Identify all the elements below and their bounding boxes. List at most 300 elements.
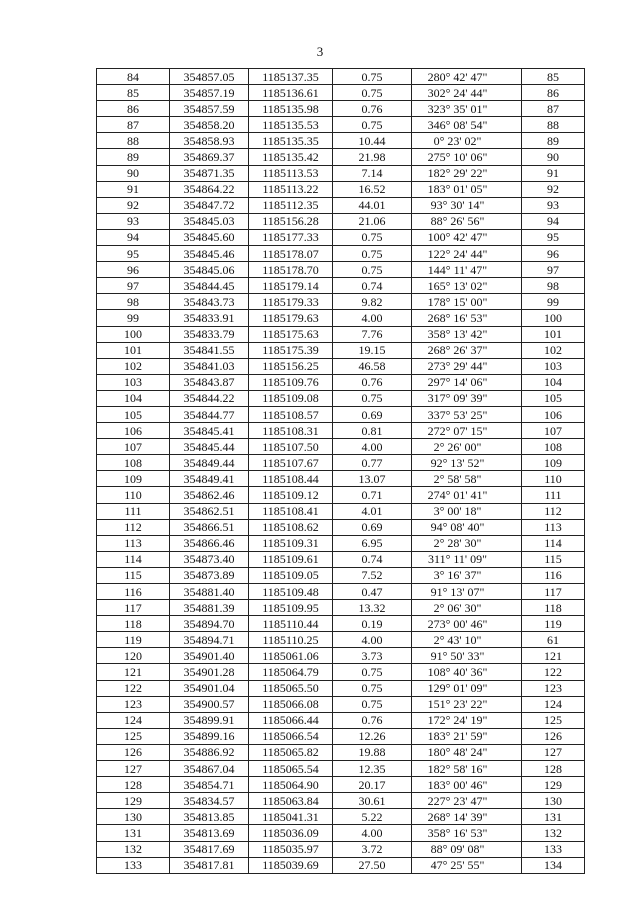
point-number-cell: 110 bbox=[97, 487, 170, 503]
point-number-cell: 100 bbox=[97, 326, 170, 342]
distance-cell: 6.95 bbox=[333, 535, 412, 551]
bearing-cell: 91° 13' 07" bbox=[412, 584, 522, 600]
bearing-cell: 88° 09' 08" bbox=[412, 841, 522, 857]
x-coordinate-cell: 354881.39 bbox=[170, 600, 249, 616]
point-number-cell: 84 bbox=[97, 69, 170, 85]
y-coordinate-cell: 1185109.08 bbox=[249, 390, 333, 406]
distance-cell: 4.00 bbox=[333, 310, 412, 326]
table-row bbox=[97, 149, 585, 165]
next-point-cell: 93 bbox=[522, 197, 585, 213]
bearing-cell: 2° 43' 10" bbox=[412, 632, 522, 648]
table-row bbox=[97, 728, 585, 744]
x-coordinate-cell: 354841.55 bbox=[170, 342, 249, 358]
point-number-cell: 90 bbox=[97, 165, 170, 181]
point-number-cell: 106 bbox=[97, 423, 170, 439]
x-coordinate-cell: 354817.69 bbox=[170, 841, 249, 857]
y-coordinate-cell: 1185108.57 bbox=[249, 406, 333, 422]
table-row bbox=[97, 600, 585, 616]
distance-cell: 0.75 bbox=[333, 85, 412, 101]
x-coordinate-cell: 354867.04 bbox=[170, 761, 249, 777]
y-coordinate-cell: 1185177.33 bbox=[249, 229, 333, 245]
next-point-cell: 113 bbox=[522, 519, 585, 535]
x-coordinate-cell: 354849.44 bbox=[170, 455, 249, 471]
point-number-cell: 117 bbox=[97, 600, 170, 616]
x-coordinate-cell: 354894.70 bbox=[170, 616, 249, 632]
distance-cell: 7.76 bbox=[333, 326, 412, 342]
table-row bbox=[97, 358, 585, 374]
table-row bbox=[97, 648, 585, 664]
table-row bbox=[97, 809, 585, 825]
y-coordinate-cell: 1185107.50 bbox=[249, 439, 333, 455]
table-row bbox=[97, 213, 585, 229]
distance-cell: 16.52 bbox=[333, 181, 412, 197]
table-row bbox=[97, 262, 585, 278]
x-coordinate-cell: 354901.04 bbox=[170, 680, 249, 696]
distance-cell: 0.69 bbox=[333, 519, 412, 535]
point-number-cell: 94 bbox=[97, 229, 170, 245]
distance-cell: 0.75 bbox=[333, 664, 412, 680]
distance-cell: 4.00 bbox=[333, 825, 412, 841]
y-coordinate-cell: 1185109.31 bbox=[249, 535, 333, 551]
table-row bbox=[97, 423, 585, 439]
point-number-cell: 120 bbox=[97, 648, 170, 664]
next-point-cell: 90 bbox=[522, 149, 585, 165]
table-row bbox=[97, 117, 585, 133]
bearing-cell: 3° 16' 37" bbox=[412, 567, 522, 583]
distance-cell: 0.75 bbox=[333, 680, 412, 696]
x-coordinate-cell: 354894.71 bbox=[170, 632, 249, 648]
distance-cell: 0.76 bbox=[333, 374, 412, 390]
x-coordinate-cell: 354858.20 bbox=[170, 117, 249, 133]
y-coordinate-cell: 1185065.82 bbox=[249, 744, 333, 760]
point-number-cell: 125 bbox=[97, 728, 170, 744]
bearing-cell: 337° 53' 25" bbox=[412, 406, 522, 422]
y-coordinate-cell: 1185107.67 bbox=[249, 455, 333, 471]
y-coordinate-cell: 1185178.70 bbox=[249, 262, 333, 278]
next-point-cell: 125 bbox=[522, 712, 585, 728]
distance-cell: 4.00 bbox=[333, 632, 412, 648]
point-number-cell: 109 bbox=[97, 471, 170, 487]
y-coordinate-cell: 1185175.39 bbox=[249, 342, 333, 358]
point-number-cell: 85 bbox=[97, 85, 170, 101]
distance-cell: 0.75 bbox=[333, 229, 412, 245]
bearing-cell: 268° 16' 53" bbox=[412, 310, 522, 326]
bearing-cell: 275° 10' 06" bbox=[412, 149, 522, 165]
x-coordinate-cell: 354844.45 bbox=[170, 278, 249, 294]
next-point-cell: 88 bbox=[522, 117, 585, 133]
point-number-cell: 99 bbox=[97, 310, 170, 326]
table-row bbox=[97, 69, 585, 85]
point-number-cell: 101 bbox=[97, 342, 170, 358]
point-number-cell: 119 bbox=[97, 632, 170, 648]
next-point-cell: 109 bbox=[522, 455, 585, 471]
next-point-cell: 110 bbox=[522, 471, 585, 487]
next-point-cell: 108 bbox=[522, 439, 585, 455]
next-point-cell: 119 bbox=[522, 616, 585, 632]
bearing-cell: 280° 42' 47" bbox=[412, 69, 522, 85]
x-coordinate-cell: 354844.77 bbox=[170, 406, 249, 422]
bearing-cell: 183° 21' 59" bbox=[412, 728, 522, 744]
x-coordinate-cell: 354873.40 bbox=[170, 551, 249, 567]
table-row bbox=[97, 455, 585, 471]
table-row bbox=[97, 246, 585, 262]
next-point-cell: 105 bbox=[522, 390, 585, 406]
y-coordinate-cell: 1185113.22 bbox=[249, 181, 333, 197]
distance-cell: 0.75 bbox=[333, 246, 412, 262]
next-point-cell: 127 bbox=[522, 744, 585, 760]
x-coordinate-cell: 354843.87 bbox=[170, 374, 249, 390]
distance-cell: 21.06 bbox=[333, 213, 412, 229]
y-coordinate-cell: 1185136.61 bbox=[249, 85, 333, 101]
next-point-cell: 92 bbox=[522, 181, 585, 197]
distance-cell: 3.73 bbox=[333, 648, 412, 664]
x-coordinate-cell: 354845.03 bbox=[170, 213, 249, 229]
table-row bbox=[97, 165, 585, 181]
x-coordinate-cell: 354901.28 bbox=[170, 664, 249, 680]
bearing-cell: 346° 08' 54" bbox=[412, 117, 522, 133]
bearing-cell: 274° 01' 41" bbox=[412, 487, 522, 503]
table-row bbox=[97, 857, 585, 873]
point-number-cell: 89 bbox=[97, 149, 170, 165]
table-row bbox=[97, 487, 585, 503]
table-row bbox=[97, 567, 585, 583]
bearing-cell: 302° 24' 44" bbox=[412, 85, 522, 101]
next-point-cell: 116 bbox=[522, 567, 585, 583]
y-coordinate-cell: 1185061.06 bbox=[249, 648, 333, 664]
bearing-cell: 178° 15' 00" bbox=[412, 294, 522, 310]
x-coordinate-cell: 354849.41 bbox=[170, 471, 249, 487]
y-coordinate-cell: 1185063.84 bbox=[249, 793, 333, 809]
point-number-cell: 113 bbox=[97, 535, 170, 551]
next-point-cell: 101 bbox=[522, 326, 585, 342]
point-number-cell: 103 bbox=[97, 374, 170, 390]
x-coordinate-cell: 354841.03 bbox=[170, 358, 249, 374]
point-number-cell: 108 bbox=[97, 455, 170, 471]
next-point-cell: 100 bbox=[522, 310, 585, 326]
bearing-cell: 180° 48' 24" bbox=[412, 744, 522, 760]
y-coordinate-cell: 1185041.31 bbox=[249, 809, 333, 825]
table-row bbox=[97, 551, 585, 567]
bearing-cell: 2° 28' 30" bbox=[412, 535, 522, 551]
y-coordinate-cell: 1185108.31 bbox=[249, 423, 333, 439]
point-number-cell: 95 bbox=[97, 246, 170, 262]
bearing-cell: 2° 26' 00" bbox=[412, 439, 522, 455]
table-row bbox=[97, 374, 585, 390]
table-row bbox=[97, 294, 585, 310]
next-point-cell: 61 bbox=[522, 632, 585, 648]
distance-cell: 0.74 bbox=[333, 278, 412, 294]
distance-cell: 0.75 bbox=[333, 390, 412, 406]
point-number-cell: 111 bbox=[97, 503, 170, 519]
table-row bbox=[97, 744, 585, 760]
bearing-cell: 317° 09' 39" bbox=[412, 390, 522, 406]
next-point-cell: 95 bbox=[522, 229, 585, 245]
table-row bbox=[97, 696, 585, 712]
distance-cell: 13.07 bbox=[333, 471, 412, 487]
x-coordinate-cell: 354899.16 bbox=[170, 728, 249, 744]
distance-cell: 0.77 bbox=[333, 455, 412, 471]
bearing-cell: 227° 23' 47" bbox=[412, 793, 522, 809]
distance-cell: 0.76 bbox=[333, 101, 412, 117]
bearing-cell: 129° 01' 09" bbox=[412, 680, 522, 696]
point-number-cell: 92 bbox=[97, 197, 170, 213]
bearing-cell: 272° 07' 15" bbox=[412, 423, 522, 439]
coordinates-table bbox=[96, 68, 585, 874]
point-number-cell: 132 bbox=[97, 841, 170, 857]
table-row bbox=[97, 761, 585, 777]
distance-cell: 0.74 bbox=[333, 551, 412, 567]
distance-cell: 19.88 bbox=[333, 744, 412, 760]
x-coordinate-cell: 354843.73 bbox=[170, 294, 249, 310]
point-number-cell: 104 bbox=[97, 390, 170, 406]
bearing-cell: 88° 26' 56" bbox=[412, 213, 522, 229]
y-coordinate-cell: 1185112.35 bbox=[249, 197, 333, 213]
x-coordinate-cell: 354869.37 bbox=[170, 149, 249, 165]
next-point-cell: 126 bbox=[522, 728, 585, 744]
y-coordinate-cell: 1185109.95 bbox=[249, 600, 333, 616]
point-number-cell: 133 bbox=[97, 857, 170, 873]
point-number-cell: 129 bbox=[97, 793, 170, 809]
distance-cell: 0.76 bbox=[333, 712, 412, 728]
y-coordinate-cell: 1185110.25 bbox=[249, 632, 333, 648]
table-row bbox=[97, 841, 585, 857]
table-row bbox=[97, 519, 585, 535]
x-coordinate-cell: 354847.72 bbox=[170, 197, 249, 213]
next-point-cell: 91 bbox=[522, 165, 585, 181]
point-number-cell: 91 bbox=[97, 181, 170, 197]
next-point-cell: 111 bbox=[522, 487, 585, 503]
next-point-cell: 131 bbox=[522, 809, 585, 825]
y-coordinate-cell: 1185108.62 bbox=[249, 519, 333, 535]
table-row bbox=[97, 406, 585, 422]
next-point-cell: 94 bbox=[522, 213, 585, 229]
page-number: 3 bbox=[316, 44, 324, 59]
distance-cell: 0.75 bbox=[333, 69, 412, 85]
y-coordinate-cell: 1185175.63 bbox=[249, 326, 333, 342]
table-row bbox=[97, 101, 585, 117]
bearing-cell: 358° 13' 42" bbox=[412, 326, 522, 342]
next-point-cell: 103 bbox=[522, 358, 585, 374]
y-coordinate-cell: 1185179.63 bbox=[249, 310, 333, 326]
table-row bbox=[97, 85, 585, 101]
y-coordinate-cell: 1185109.76 bbox=[249, 374, 333, 390]
x-coordinate-cell: 354886.92 bbox=[170, 744, 249, 760]
bearing-cell: 2° 06' 30" bbox=[412, 600, 522, 616]
x-coordinate-cell: 354866.46 bbox=[170, 535, 249, 551]
point-number-cell: 107 bbox=[97, 439, 170, 455]
x-coordinate-cell: 354845.60 bbox=[170, 229, 249, 245]
x-coordinate-cell: 354871.35 bbox=[170, 165, 249, 181]
bearing-cell: 94° 08' 40" bbox=[412, 519, 522, 535]
distance-cell: 12.26 bbox=[333, 728, 412, 744]
bearing-cell: 165° 13' 02" bbox=[412, 278, 522, 294]
y-coordinate-cell: 1185036.09 bbox=[249, 825, 333, 841]
x-coordinate-cell: 354901.40 bbox=[170, 648, 249, 664]
bearing-cell: 3° 00' 18" bbox=[412, 503, 522, 519]
next-point-cell: 86 bbox=[522, 85, 585, 101]
next-point-cell: 122 bbox=[522, 664, 585, 680]
y-coordinate-cell: 1185066.54 bbox=[249, 728, 333, 744]
distance-cell: 21.98 bbox=[333, 149, 412, 165]
x-coordinate-cell: 354845.46 bbox=[170, 246, 249, 262]
distance-cell: 30.61 bbox=[333, 793, 412, 809]
bearing-cell: 144° 11' 47" bbox=[412, 262, 522, 278]
table-row bbox=[97, 471, 585, 487]
distance-cell: 20.17 bbox=[333, 777, 412, 793]
distance-cell: 0.69 bbox=[333, 406, 412, 422]
y-coordinate-cell: 1185135.35 bbox=[249, 133, 333, 149]
point-number-cell: 126 bbox=[97, 744, 170, 760]
distance-cell: 0.75 bbox=[333, 262, 412, 278]
next-point-cell: 130 bbox=[522, 793, 585, 809]
point-number-cell: 86 bbox=[97, 101, 170, 117]
next-point-cell: 85 bbox=[522, 69, 585, 85]
y-coordinate-cell: 1185035.97 bbox=[249, 841, 333, 857]
point-number-cell: 127 bbox=[97, 761, 170, 777]
bearing-cell: 91° 50' 33" bbox=[412, 648, 522, 664]
bearing-cell: 100° 42' 47" bbox=[412, 229, 522, 245]
next-point-cell: 104 bbox=[522, 374, 585, 390]
next-point-cell: 124 bbox=[522, 696, 585, 712]
y-coordinate-cell: 1185109.48 bbox=[249, 584, 333, 600]
x-coordinate-cell: 354844.22 bbox=[170, 390, 249, 406]
table-row bbox=[97, 664, 585, 680]
distance-cell: 12.35 bbox=[333, 761, 412, 777]
bearing-cell: 323° 35' 01" bbox=[412, 101, 522, 117]
distance-cell: 10.44 bbox=[333, 133, 412, 149]
bearing-cell: 273° 00' 46" bbox=[412, 616, 522, 632]
table-row bbox=[97, 777, 585, 793]
bearing-cell: 0° 23' 02" bbox=[412, 133, 522, 149]
distance-cell: 0.81 bbox=[333, 423, 412, 439]
point-number-cell: 121 bbox=[97, 664, 170, 680]
table-row bbox=[97, 278, 585, 294]
point-number-cell: 116 bbox=[97, 584, 170, 600]
y-coordinate-cell: 1185109.61 bbox=[249, 551, 333, 567]
y-coordinate-cell: 1185137.35 bbox=[249, 69, 333, 85]
table-row bbox=[97, 133, 585, 149]
table-row bbox=[97, 439, 585, 455]
distance-cell: 44.01 bbox=[333, 197, 412, 213]
x-coordinate-cell: 354857.19 bbox=[170, 85, 249, 101]
table-row bbox=[97, 616, 585, 632]
y-coordinate-cell: 1185039.69 bbox=[249, 857, 333, 873]
point-number-cell: 130 bbox=[97, 809, 170, 825]
distance-cell: 0.75 bbox=[333, 696, 412, 712]
bearing-cell: 93° 30' 14" bbox=[412, 197, 522, 213]
y-coordinate-cell: 1185179.33 bbox=[249, 294, 333, 310]
point-number-cell: 93 bbox=[97, 213, 170, 229]
distance-cell: 4.01 bbox=[333, 503, 412, 519]
bearing-cell: 311° 11' 09" bbox=[412, 551, 522, 567]
bearing-cell: 297° 14' 06" bbox=[412, 374, 522, 390]
x-coordinate-cell: 354813.69 bbox=[170, 825, 249, 841]
y-coordinate-cell: 1185156.28 bbox=[249, 213, 333, 229]
next-point-cell: 98 bbox=[522, 278, 585, 294]
point-number-cell: 128 bbox=[97, 777, 170, 793]
x-coordinate-cell: 354899.91 bbox=[170, 712, 249, 728]
next-point-cell: 128 bbox=[522, 761, 585, 777]
next-point-cell: 87 bbox=[522, 101, 585, 117]
bearing-cell: 183° 01' 05" bbox=[412, 181, 522, 197]
y-coordinate-cell: 1185065.50 bbox=[249, 680, 333, 696]
distance-cell: 5.22 bbox=[333, 809, 412, 825]
x-coordinate-cell: 354813.85 bbox=[170, 809, 249, 825]
next-point-cell: 129 bbox=[522, 777, 585, 793]
distance-cell: 0.47 bbox=[333, 584, 412, 600]
y-coordinate-cell: 1185113.53 bbox=[249, 165, 333, 181]
point-number-cell: 105 bbox=[97, 406, 170, 422]
point-number-cell: 122 bbox=[97, 680, 170, 696]
y-coordinate-cell: 1185108.44 bbox=[249, 471, 333, 487]
y-coordinate-cell: 1185064.79 bbox=[249, 664, 333, 680]
next-point-cell: 106 bbox=[522, 406, 585, 422]
y-coordinate-cell: 1185135.42 bbox=[249, 149, 333, 165]
x-coordinate-cell: 354857.05 bbox=[170, 69, 249, 85]
y-coordinate-cell: 1185066.44 bbox=[249, 712, 333, 728]
table-row bbox=[97, 342, 585, 358]
bearing-cell: 92° 13' 52" bbox=[412, 455, 522, 471]
next-point-cell: 132 bbox=[522, 825, 585, 841]
distance-cell: 0.19 bbox=[333, 616, 412, 632]
bearing-cell: 182° 58' 16" bbox=[412, 761, 522, 777]
table-row bbox=[97, 825, 585, 841]
point-number-cell: 97 bbox=[97, 278, 170, 294]
next-point-cell: 133 bbox=[522, 841, 585, 857]
point-number-cell: 123 bbox=[97, 696, 170, 712]
point-number-cell: 96 bbox=[97, 262, 170, 278]
distance-cell: 3.72 bbox=[333, 841, 412, 857]
y-coordinate-cell: 1185109.12 bbox=[249, 487, 333, 503]
table-row bbox=[97, 326, 585, 342]
x-coordinate-cell: 354862.46 bbox=[170, 487, 249, 503]
bearing-cell: 273° 29' 44" bbox=[412, 358, 522, 374]
x-coordinate-cell: 354833.79 bbox=[170, 326, 249, 342]
next-point-cell: 112 bbox=[522, 503, 585, 519]
point-number-cell: 102 bbox=[97, 358, 170, 374]
y-coordinate-cell: 1185110.44 bbox=[249, 616, 333, 632]
point-number-cell: 131 bbox=[97, 825, 170, 841]
distance-cell: 0.75 bbox=[333, 117, 412, 133]
x-coordinate-cell: 354834.57 bbox=[170, 793, 249, 809]
x-coordinate-cell: 354881.40 bbox=[170, 584, 249, 600]
point-number-cell: 98 bbox=[97, 294, 170, 310]
x-coordinate-cell: 354833.91 bbox=[170, 310, 249, 326]
distance-cell: 46.58 bbox=[333, 358, 412, 374]
bearing-cell: 172° 24' 19" bbox=[412, 712, 522, 728]
next-point-cell: 121 bbox=[522, 648, 585, 664]
next-point-cell: 97 bbox=[522, 262, 585, 278]
x-coordinate-cell: 354864.22 bbox=[170, 181, 249, 197]
bearing-cell: 122° 24' 44" bbox=[412, 246, 522, 262]
next-point-cell: 123 bbox=[522, 680, 585, 696]
bearing-cell: 2° 58' 58" bbox=[412, 471, 522, 487]
table-row bbox=[97, 503, 585, 519]
table-row bbox=[97, 390, 585, 406]
x-coordinate-cell: 354857.59 bbox=[170, 101, 249, 117]
table-row bbox=[97, 181, 585, 197]
y-coordinate-cell: 1185179.14 bbox=[249, 278, 333, 294]
next-point-cell: 118 bbox=[522, 600, 585, 616]
distance-cell: 13.32 bbox=[333, 600, 412, 616]
distance-cell: 7.52 bbox=[333, 567, 412, 583]
table-row bbox=[97, 584, 585, 600]
next-point-cell: 117 bbox=[522, 584, 585, 600]
y-coordinate-cell: 1185064.90 bbox=[249, 777, 333, 793]
point-number-cell: 124 bbox=[97, 712, 170, 728]
distance-cell: 0.71 bbox=[333, 487, 412, 503]
next-point-cell: 96 bbox=[522, 246, 585, 262]
